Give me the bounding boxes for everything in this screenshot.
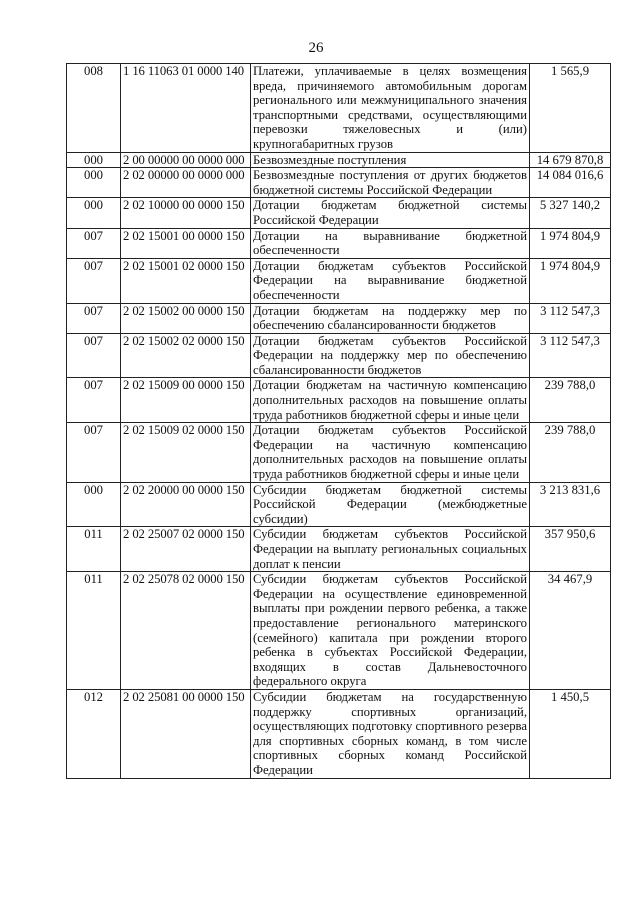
classification-code-cell: 2 00 00000 00 0000 000	[121, 152, 251, 168]
description-cell: Дотации бюджетам бюджетной системы Российской Федерации	[251, 198, 530, 228]
table-row	[67, 689, 611, 778]
description-cell: Субсидии бюджетам на государственную поддержку спортивных организаций, осуществляющих подготовку спортивного резерва для спортивных сборных команд, в том числе спортивных сборных команд Российской Федерации	[251, 689, 530, 778]
table-row	[67, 258, 611, 303]
description-cell: Субсидии бюджетам бюджетной системы Российской Федерации (межбюджетные субсидии)	[251, 482, 530, 527]
amount-cell: 357 950,6	[530, 527, 611, 572]
description-cell: Дотации бюджетам на частичную компенсацию дополнительных расходов на повышение оплаты труда работников бюджетной сферы и иные цели	[251, 378, 530, 423]
classification-code-cell: 2 02 25078 02 0000 150	[121, 572, 251, 690]
amount-cell: 239 788,0	[530, 423, 611, 482]
amount-cell: 14 679 870,8	[530, 152, 611, 168]
amount-cell: 3 112 547,3	[530, 333, 611, 378]
classification-code-cell: 2 02 15009 00 0000 150	[121, 378, 251, 423]
classification-code-cell: 2 02 15001 02 0000 150	[121, 258, 251, 303]
admin-code-cell: 000	[67, 198, 121, 228]
table-row	[67, 378, 611, 423]
amount-cell: 34 467,9	[530, 572, 611, 690]
table-row	[67, 64, 611, 153]
classification-code-cell: 2 02 10000 00 0000 150	[121, 198, 251, 228]
amount-cell: 1 565,9	[530, 64, 611, 153]
admin-code-cell: 007	[67, 423, 121, 482]
description-cell: Дотации на выравнивание бюджетной обеспеченности	[251, 228, 530, 258]
classification-code-cell: 2 02 00000 00 0000 000	[121, 168, 251, 198]
admin-code-cell: 000	[67, 152, 121, 168]
amount-cell: 239 788,0	[530, 378, 611, 423]
classification-code-cell: 2 02 25007 02 0000 150	[121, 527, 251, 572]
table-row	[67, 168, 611, 198]
description-cell: Дотации бюджетам субъектов Российской Федерации на поддержку мер по обеспечению сбалансированности бюджетов	[251, 333, 530, 378]
table-row	[67, 333, 611, 378]
admin-code-cell: 007	[67, 378, 121, 423]
amount-cell: 5 327 140,2	[530, 198, 611, 228]
budget-table	[66, 63, 611, 779]
description-cell: Субсидии бюджетам субъектов Российской Федерации на осуществление единовременной выплаты при рождении первого ребенка, а также предоставление регионального материнского (семейного) капитала при рождении второго ребенка в субъектах Российской Федерации, входящих в состав Дальневосточного федерального округа	[251, 572, 530, 690]
classification-code-cell: 2 02 15009 02 0000 150	[121, 423, 251, 482]
amount-cell: 14 084 016,6	[530, 168, 611, 198]
classification-code-cell: 2 02 15002 02 0000 150	[121, 333, 251, 378]
table-row	[67, 572, 611, 690]
classification-code-cell: 2 02 15001 00 0000 150	[121, 228, 251, 258]
admin-code-cell: 000	[67, 482, 121, 527]
budget-table-body	[67, 64, 611, 779]
amount-cell: 3 213 831,6	[530, 482, 611, 527]
description-cell: Субсидии бюджетам субъектов Российской Федерации на выплату региональных социальных доплат к пенсии	[251, 527, 530, 572]
table-row	[67, 482, 611, 527]
page-number: 26	[308, 40, 324, 56]
admin-code-cell: 000	[67, 168, 121, 198]
table-row	[67, 527, 611, 572]
admin-code-cell: 011	[67, 527, 121, 572]
admin-code-cell: 012	[67, 689, 121, 778]
table-row	[67, 152, 611, 168]
admin-code-cell: 007	[67, 258, 121, 303]
table-row	[67, 423, 611, 482]
description-cell: Безвозмездные поступления	[251, 152, 530, 168]
table-row	[67, 303, 611, 333]
classification-code-cell: 2 02 25081 00 0000 150	[121, 689, 251, 778]
description-cell: Платежи, уплачиваемые в целях возмещения вреда, причиняемого автомобильным дорогам регионального или межмуниципального значения транспортными средствами, осуществляющими перевозки тяжеловесных и (или) крупногабаритных грузов	[251, 64, 530, 153]
admin-code-cell: 007	[67, 303, 121, 333]
amount-cell: 1 974 804,9	[530, 258, 611, 303]
admin-code-cell: 011	[67, 572, 121, 690]
admin-code-cell: 008	[67, 64, 121, 153]
admin-code-cell: 007	[67, 228, 121, 258]
classification-code-cell: 1 16 11063 01 0000 140	[121, 64, 251, 153]
description-cell: Безвозмездные поступления от других бюджетов бюджетной системы Российской Федерации	[251, 168, 530, 198]
table-row	[67, 198, 611, 228]
description-cell: Дотации бюджетам на поддержку мер по обеспечению сбалансированности бюджетов	[251, 303, 530, 333]
description-cell: Дотации бюджетам субъектов Российской Федерации на выравнивание бюджетной обеспеченности	[251, 258, 530, 303]
table-row	[67, 228, 611, 258]
classification-code-cell: 2 02 15002 00 0000 150	[121, 303, 251, 333]
amount-cell: 1 974 804,9	[530, 228, 611, 258]
description-cell: Дотации бюджетам субъектов Российской Федерации на частичную компенсацию дополнительных расходов на повышение оплаты труда работников бюджетной сферы и иные цели	[251, 423, 530, 482]
amount-cell: 3 112 547,3	[530, 303, 611, 333]
admin-code-cell: 007	[67, 333, 121, 378]
classification-code-cell: 2 02 20000 00 0000 150	[121, 482, 251, 527]
amount-cell: 1 450,5	[530, 689, 611, 778]
